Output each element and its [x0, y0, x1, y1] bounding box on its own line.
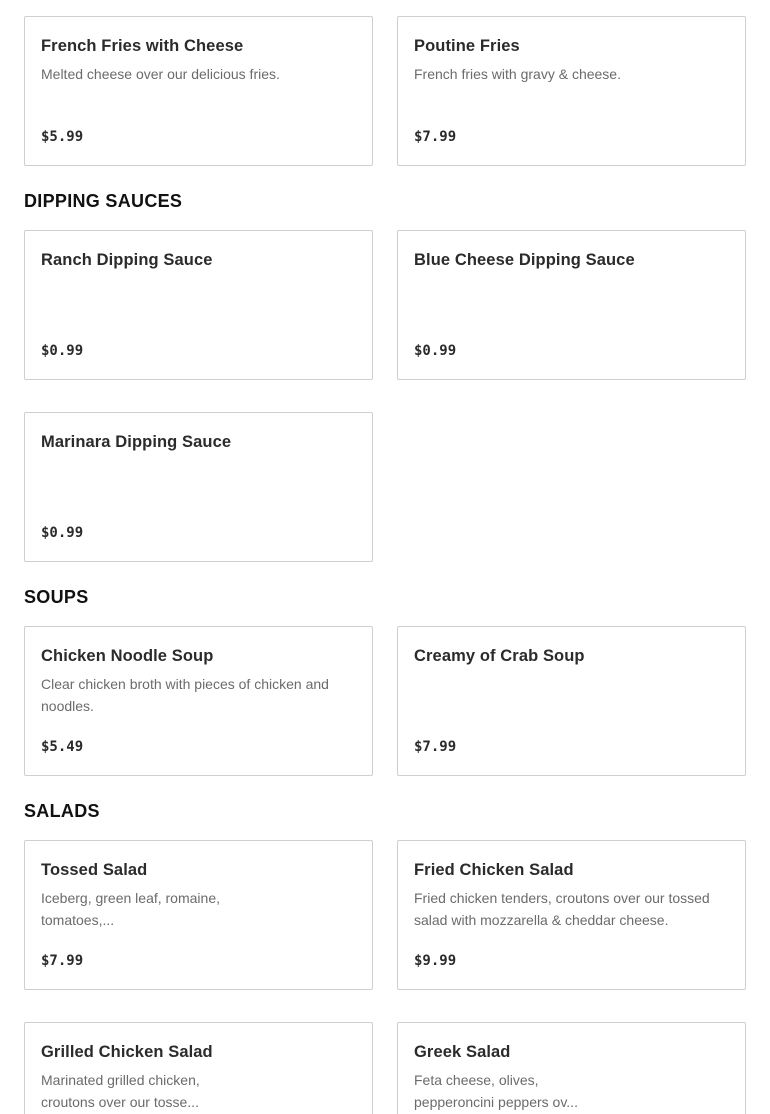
section-title-soups: SOUPS [24, 587, 89, 607]
item-name: Ranch Dipping Sauce [41, 251, 213, 269]
menu-item-card[interactable] [24, 230, 373, 380]
section-title-salads: SALADS [24, 801, 100, 821]
menu-item-card[interactable] [24, 412, 373, 562]
item-description: Iceberg, green leaf, romaine, tomatoes,... [41, 890, 220, 928]
menu-item-card[interactable] [397, 840, 746, 990]
item-description: Fried chicken tenders, croutons over our tossed salad with mozzarella & cheddar cheese. [414, 890, 710, 928]
item-description: French fries with gravy & cheese. [414, 66, 621, 82]
item-name: Grilled Chicken Salad [41, 1043, 213, 1061]
item-name: Greek Salad [414, 1043, 511, 1061]
item-price: $7.99 [41, 953, 84, 969]
item-price: $0.99 [41, 343, 84, 359]
item-description: Clear chicken broth with pieces of chicken and noodles. [41, 676, 329, 714]
item-name: Marinara Dipping Sauce [41, 433, 232, 451]
menu-item-card[interactable] [397, 16, 746, 166]
section-title-dipping-sauces: DIPPING SAUCES [24, 191, 183, 211]
menu-item-card[interactable] [24, 840, 373, 990]
menu-item-card[interactable] [397, 1022, 746, 1114]
item-name: Fried Chicken Salad [414, 861, 574, 879]
item-price: $5.99 [41, 129, 84, 145]
item-price: $0.99 [41, 525, 84, 541]
item-name: Chicken Noodle Soup [41, 647, 214, 665]
menu-item-card[interactable] [24, 1022, 373, 1114]
item-price: $9.99 [414, 953, 457, 969]
item-name: Poutine Fries [414, 37, 520, 55]
item-name: Blue Cheese Dipping Sauce [414, 251, 635, 269]
item-description: Marinated grilled chicken, croutons over our tosse... [41, 1072, 200, 1110]
menu-item-card[interactable] [397, 230, 746, 380]
menu-item-card[interactable] [24, 16, 373, 166]
item-name: Creamy of Crab Soup [414, 647, 585, 665]
item-price: $7.99 [414, 129, 457, 145]
menu-item-card[interactable] [397, 626, 746, 776]
item-price: $7.99 [414, 739, 457, 755]
item-price: $0.99 [414, 343, 457, 359]
item-description: Melted cheese over our delicious fries. [41, 66, 280, 82]
item-price: $5.49 [41, 739, 84, 755]
item-name: French Fries with Cheese [41, 37, 244, 55]
item-description: Feta cheese, olives, pepperoncini peppers ov... [414, 1072, 578, 1110]
item-name: Tossed Salad [41, 861, 148, 879]
menu-item-card[interactable] [24, 626, 373, 776]
